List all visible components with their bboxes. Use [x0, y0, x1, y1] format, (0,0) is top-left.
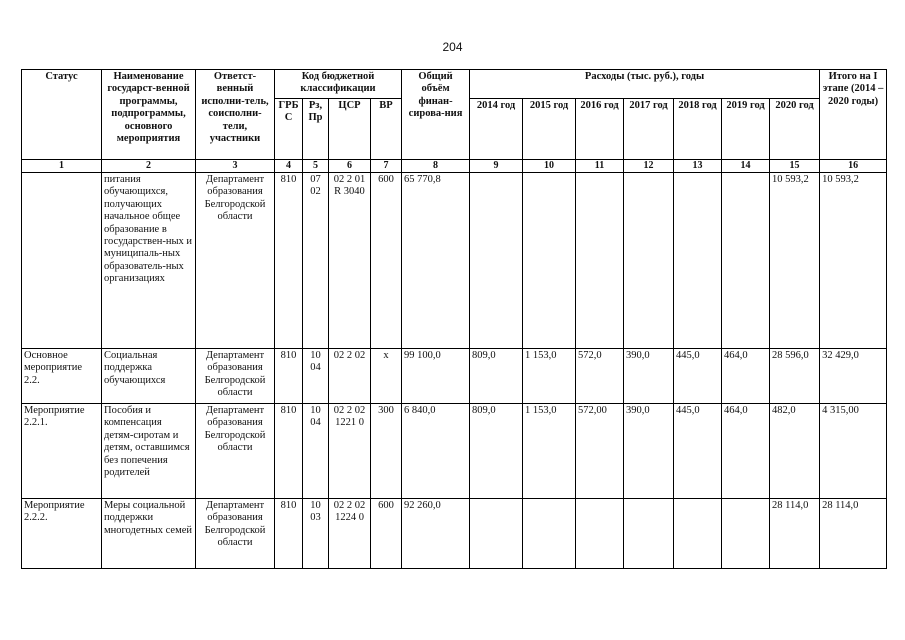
- cell-csr: 02 2 02: [329, 349, 371, 404]
- cell-year-2017: [624, 173, 674, 349]
- cell-status: Основное мероприятие 2.2.: [22, 349, 102, 404]
- cell-vr: 600: [371, 173, 402, 349]
- cell-rzpr: 10 03: [303, 499, 329, 569]
- cell-year-2019: 464,0: [722, 404, 770, 499]
- column-number: 14: [722, 160, 770, 173]
- cell-rzpr: 07 02: [303, 173, 329, 349]
- cell-status: Мероприятие 2.2.1.: [22, 404, 102, 499]
- cell-year-2017: [624, 499, 674, 569]
- cell-responsible: Департамент образования Белгородской области: [196, 499, 275, 569]
- header-year-2015: 2015 год: [523, 99, 576, 160]
- cell-year-2016: 572,00: [576, 404, 624, 499]
- cell-stage-total: 4 315,00: [820, 404, 887, 499]
- column-number: 10: [523, 160, 576, 173]
- cell-program-name: Меры социальной поддержки многодетных семей: [102, 499, 196, 569]
- header-budget-code: Код бюджетной классификации: [275, 70, 402, 99]
- cell-year-2016: 572,0: [576, 349, 624, 404]
- column-number: 4: [275, 160, 303, 173]
- header-status: Статус: [22, 70, 102, 160]
- cell-year-2016: [576, 173, 624, 349]
- cell-vr: 300: [371, 404, 402, 499]
- cell-total: 92 260,0: [402, 499, 470, 569]
- cell-rzpr: 10 04: [303, 349, 329, 404]
- cell-responsible: Департамент образования Белгородской области: [196, 349, 275, 404]
- cell-total: 99 100,0: [402, 349, 470, 404]
- cell-vr: х: [371, 349, 402, 404]
- cell-year-2018: 445,0: [674, 349, 722, 404]
- cell-year-2016: [576, 499, 624, 569]
- cell-status: [22, 173, 102, 349]
- column-number: 7: [371, 160, 402, 173]
- column-number: 9: [470, 160, 523, 173]
- cell-vr: 600: [371, 499, 402, 569]
- header-total-volume: Общий объём финан-сирова-ния: [402, 70, 470, 160]
- cell-year-2018: [674, 499, 722, 569]
- header-year-2020: 2020 год: [770, 99, 820, 160]
- cell-stage-total: 32 429,0: [820, 349, 887, 404]
- table-row: [22, 349, 887, 404]
- column-number: 1: [22, 160, 102, 173]
- cell-year-2020: 10 593,2: [770, 173, 820, 349]
- cell-year-2020: 28 114,0: [770, 499, 820, 569]
- cell-year-2014: 809,0: [470, 349, 523, 404]
- table-row: [22, 404, 887, 499]
- cell-status: Мероприятие 2.2.2.: [22, 499, 102, 569]
- program-expenses-table: [21, 69, 887, 569]
- cell-stage-total: 28 114,0: [820, 499, 887, 569]
- header-stage-total: Итого на I этапе (2014 – 2020 годы): [820, 70, 887, 160]
- cell-year-2018: 445,0: [674, 404, 722, 499]
- cell-grbs: 810: [275, 404, 303, 499]
- header-expenses: Расходы (тыс. руб.), годы: [470, 70, 820, 99]
- cell-grbs: 810: [275, 173, 303, 349]
- column-number: 2: [102, 160, 196, 173]
- cell-responsible: Департамент образования Белгородской области: [196, 173, 275, 349]
- header-year-2016: 2016 год: [576, 99, 624, 160]
- header-year-2019: 2019 год: [722, 99, 770, 160]
- column-number: 15: [770, 160, 820, 173]
- column-number: 8: [402, 160, 470, 173]
- column-number: 13: [674, 160, 722, 173]
- cell-year-2015: 1 153,0: [523, 404, 576, 499]
- column-number: 12: [624, 160, 674, 173]
- cell-grbs: 810: [275, 349, 303, 404]
- cell-program-name: Пособия и компенсация детям-сиротам и детям, оставшимся без попечения родителей: [102, 404, 196, 499]
- cell-year-2019: 464,0: [722, 349, 770, 404]
- cell-rzpr: 10 04: [303, 404, 329, 499]
- cell-year-2017: 390,0: [624, 404, 674, 499]
- cell-program-name: Социальная поддержка обучающихся: [102, 349, 196, 404]
- cell-year-2015: [523, 499, 576, 569]
- cell-year-2014: [470, 173, 523, 349]
- cell-year-2019: [722, 499, 770, 569]
- table-row: [22, 499, 887, 569]
- header-year-2017: 2017 год: [624, 99, 674, 160]
- header-program-name: Наименование государст-венной программы, подпрограммы, основного мероприятия: [102, 70, 196, 160]
- cell-total: 65 770,8: [402, 173, 470, 349]
- table-row: [22, 173, 887, 349]
- cell-csr: 02 2 01 R 3040: [329, 173, 371, 349]
- header-grbs: ГРБ С: [275, 99, 303, 160]
- column-number: 11: [576, 160, 624, 173]
- header-vr: ВР: [371, 99, 402, 160]
- cell-year-2015: 1 153,0: [523, 349, 576, 404]
- cell-grbs: 810: [275, 499, 303, 569]
- header-csr: ЦСР: [329, 99, 371, 160]
- cell-year-2014: 809,0: [470, 404, 523, 499]
- cell-year-2020: 28 596,0: [770, 349, 820, 404]
- cell-year-2020: 482,0: [770, 404, 820, 499]
- page-number: 204: [442, 40, 463, 54]
- column-number: 16: [820, 160, 887, 173]
- column-number-row: [22, 160, 887, 173]
- cell-csr: 02 2 02 1221 0: [329, 404, 371, 499]
- cell-year-2019: [722, 173, 770, 349]
- cell-csr: 02 2 02 1224 0: [329, 499, 371, 569]
- cell-stage-total: 10 593,2: [820, 173, 887, 349]
- column-number: 3: [196, 160, 275, 173]
- header-year-2014: 2014 год: [470, 99, 523, 160]
- header-year-2018: 2018 год: [674, 99, 722, 160]
- cell-year-2017: 390,0: [624, 349, 674, 404]
- cell-year-2015: [523, 173, 576, 349]
- header-rzpr: Рз, Пр: [303, 99, 329, 160]
- column-number: 5: [303, 160, 329, 173]
- header-responsible: Ответст-венный исполни-тель, соисполни-тели, участники: [196, 70, 275, 160]
- cell-total: 6 840,0: [402, 404, 470, 499]
- cell-responsible: Департамент образования Белгородской области: [196, 404, 275, 499]
- cell-program-name: питания обучающихся, получающих начальное общее образование в государствен-ных и муниципаль-ных образователь-ных организациях: [102, 173, 196, 349]
- cell-year-2014: [470, 499, 523, 569]
- column-number: 6: [329, 160, 371, 173]
- cell-year-2018: [674, 173, 722, 349]
